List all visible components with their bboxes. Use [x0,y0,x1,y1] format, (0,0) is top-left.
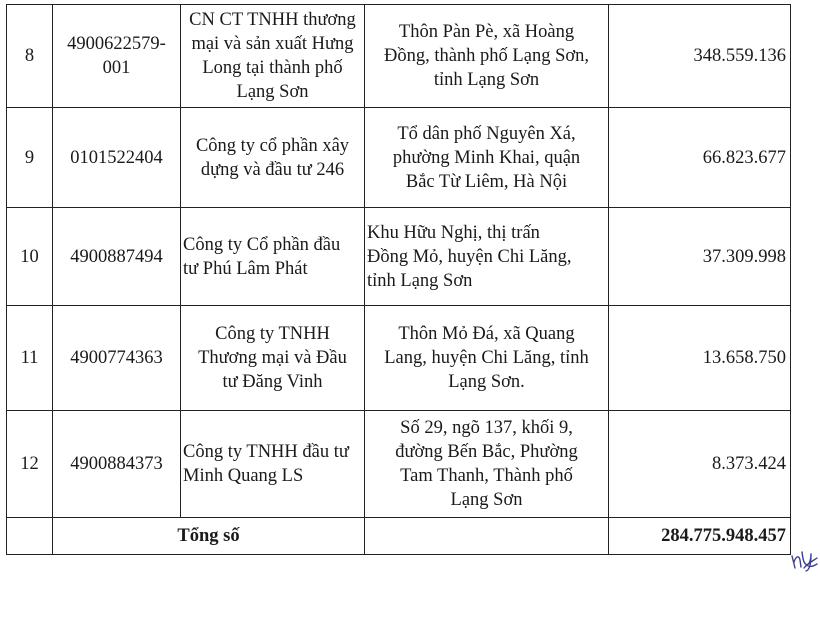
table-row [7,108,791,208]
row-number: 11 [7,306,53,411]
table-row [7,411,791,518]
company-address: Số 29, ngõ 137, khối 9, đường Bến Bắc, Phường Tam Thanh, Thành phố Lạng Sơn [365,411,609,518]
row-number: 12 [7,411,53,518]
company-address: Tổ dân phố Nguyên Xá, phường Minh Khai, quận Bắc Từ Liêm, Hà Nội [365,108,609,208]
debt-table [6,4,791,555]
signature-mark [790,546,818,572]
debt-amount: 348.559.136 [609,5,791,108]
tax-code: 0101522404 [53,108,181,208]
total-label: Tổng số [53,518,365,555]
row-number: 9 [7,108,53,208]
table-row [7,5,791,108]
debt-amount: 8.373.424 [609,411,791,518]
total-row [7,518,791,555]
empty-cell [7,518,53,555]
company-address: Khu Hữu Nghị, thị trấn Đồng Mỏ, huyện Chi Lăng, tỉnh Lạng Sơn [365,208,609,306]
empty-cell [365,518,609,555]
tax-code: 4900774363 [53,306,181,411]
debt-amount: 66.823.677 [609,108,791,208]
row-number: 10 [7,208,53,306]
company-name: Công ty TNHH Thương mại và Đầu tư Đăng Vinh [181,306,365,411]
table-row [7,306,791,411]
total-amount: 284.775.948.457 [609,518,791,555]
company-address: Thôn Pàn Pè, xã Hoàng Đồng, thành phố Lạng Sơn, tỉnh Lạng Sơn [365,5,609,108]
company-name: Công ty cổ phần xây dựng và đầu tư 246 [181,108,365,208]
table-row [7,208,791,306]
tax-code: 4900622579- 001 [53,5,181,108]
debt-amount: 37.309.998 [609,208,791,306]
company-address: Thôn Mỏ Đá, xã Quang Lang, huyện Chi Lăng, tỉnh Lạng Sơn. [365,306,609,411]
tax-code: 4900884373 [53,411,181,518]
company-name: Công ty TNHH đầu tư Minh Quang LS [181,411,365,518]
company-name: CN CT TNHH thương mại và sản xuất Hưng Long tại thành phố Lạng Sơn [181,5,365,108]
tax-code: 4900887494 [53,208,181,306]
company-name: Công ty Cổ phần đầu tư Phú Lâm Phát [181,208,365,306]
row-number: 8 [7,5,53,108]
debt-amount: 13.658.750 [609,306,791,411]
